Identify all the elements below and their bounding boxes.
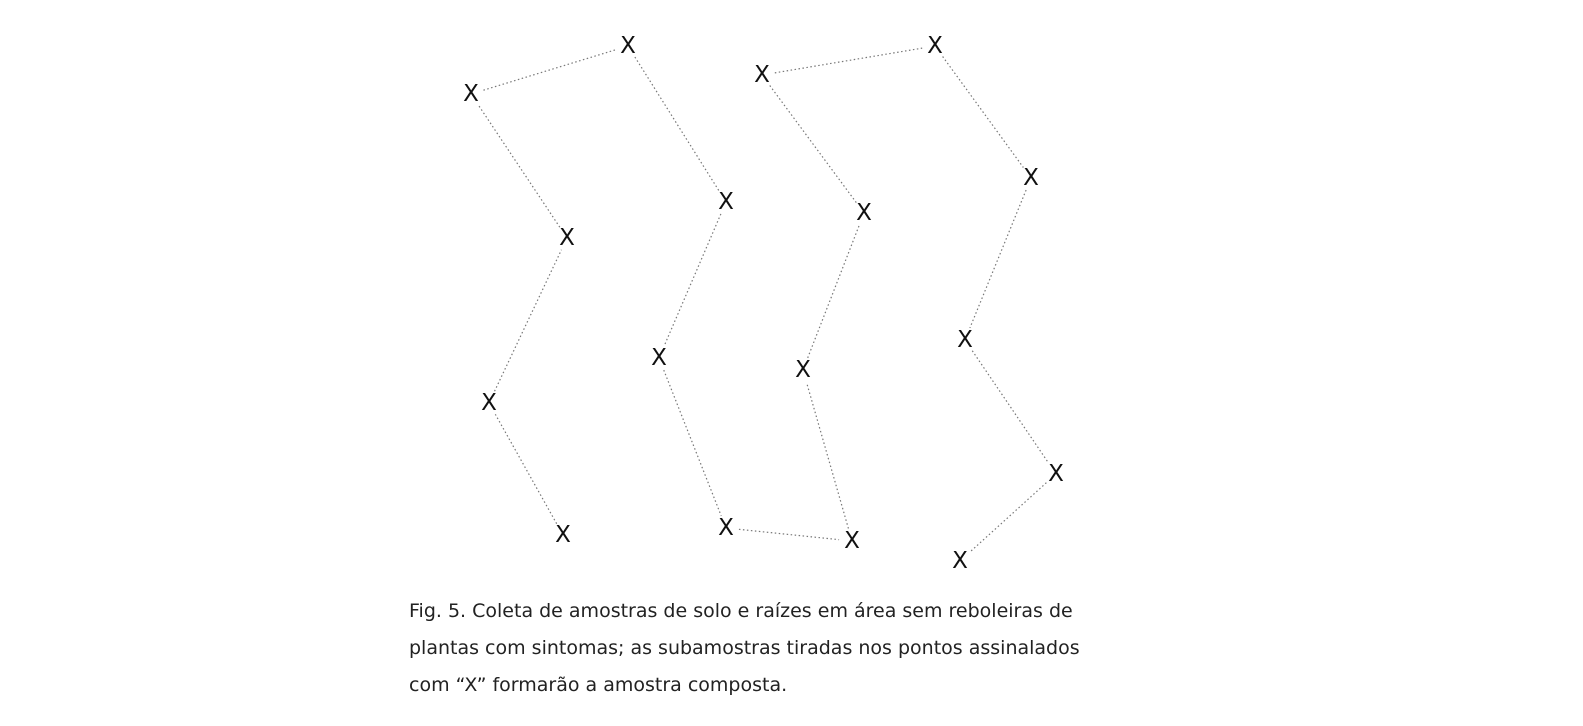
path-segment-1 [495, 414, 556, 523]
caption-line-3: com “X” formarão a amostra composta. [409, 674, 788, 696]
sample-point-6: X [718, 189, 734, 215]
sample-point-2: X [481, 390, 497, 416]
path-segment-6 [664, 214, 721, 346]
sample-point-7: X [651, 345, 667, 371]
sample-point-9: X [844, 528, 860, 554]
sample-point-16: X [1048, 461, 1064, 487]
sample-point-11: X [856, 200, 872, 226]
sample-point-14: X [1023, 165, 1039, 191]
sample-point-5: X [620, 33, 636, 59]
sampling-points [463, 33, 1064, 574]
path-segment-15 [972, 351, 1048, 463]
sample-point-8: X [718, 515, 734, 541]
sample-point-17: X [952, 548, 968, 574]
path-segment-8 [739, 529, 839, 539]
path-segment-7 [664, 370, 721, 516]
path-segment-11 [770, 85, 857, 202]
path-segment-14 [970, 190, 1026, 328]
path-segment-16 [970, 483, 1047, 553]
path-segment-13 [943, 57, 1024, 168]
path-segment-12 [775, 48, 922, 73]
path-segment-4 [483, 50, 615, 90]
sample-point-1: X [555, 522, 571, 548]
path-segment-10 [808, 225, 860, 358]
sampling-path-lines [478, 48, 1048, 552]
sample-point-4: X [463, 81, 479, 107]
sample-point-15: X [957, 327, 973, 353]
path-segment-2 [495, 250, 562, 391]
sample-point-12: X [754, 62, 770, 88]
sample-point-3: X [559, 225, 575, 251]
caption-line-2: plantas com sintomas; as subamostras tiradas nos pontos assinalados [409, 637, 1080, 659]
sample-point-10: X [795, 357, 811, 383]
caption-line-1: Fig. 5. Coleta de amostras de solo e raízes em área sem reboleiras de [409, 600, 1073, 622]
path-segment-3 [478, 105, 560, 227]
figure-caption [409, 593, 1239, 704]
sample-point-13: X [927, 33, 943, 59]
path-segment-5 [635, 57, 719, 191]
path-segment-9 [807, 382, 849, 528]
